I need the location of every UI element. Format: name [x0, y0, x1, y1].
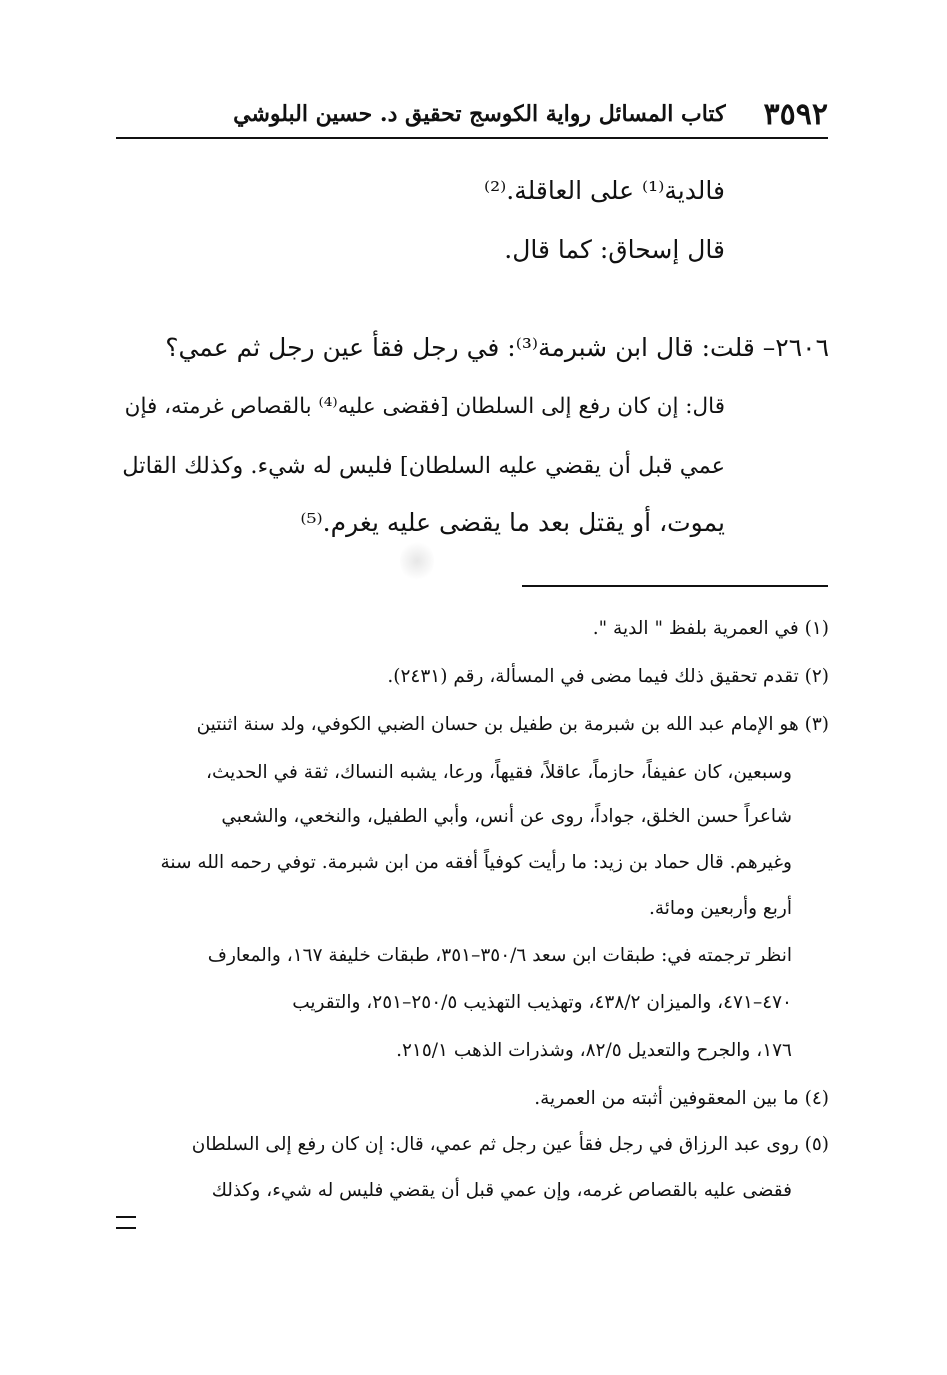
footnote-3-line: وسبعين، كان عفيفاً، حازماً، عاقلاً، فقيهاً، ورعا، يشبه النساك، ثقة في الحديث، [205, 762, 792, 783]
continuation-mark [116, 1216, 136, 1229]
main-text-line: قال إسحاق: كما قال. [504, 235, 725, 264]
footnote-2: (٢) تقدم تحقيق ذلك فيما مضى في المسألة، رقم (٢٤٣١). [387, 666, 829, 687]
running-header [116, 92, 828, 136]
footnote-4: (٤) ما بين المعقوفين أثبته من العمرية. [534, 1088, 829, 1109]
footnote-3-line: شاعراً حسن الخلق، جواداً، روى عن أنس، وأبي الطفيل، والنخعي، والشعبي [221, 806, 792, 827]
footnote-5: (٥) روى عبد الرزاق في رجل فقأ عين رجل ثم عمي، قال: إن كان رفع إلى السلطان [191, 1134, 829, 1155]
issue-heading-2606: ٢٦٠٦– قلت: قال ابن شبرمة⁽³⁾: في رجل فقأ عين رجل ثم عمي؟ [165, 333, 829, 362]
running-header-title: كتاب المسائل رواية الكوسج تحقيق د. حسين البلوشي [233, 101, 726, 127]
footnote-3: (٣) هو الإمام عبد الله بن شبرمة بن طفيل بن حسان الضبي الكوفي، ولد سنة اثنتين [196, 714, 829, 735]
header-rule [116, 137, 828, 139]
page-number: ٣٥٩٢ [763, 96, 828, 132]
main-text-line: فالدية⁽¹⁾ على العاقلة.⁽²⁾ [483, 176, 725, 205]
footnote-3-line: وغيرهم. قال حماد بن زيد: ما رأيت كوفياً أفقه من ابن شبرمة. توفي رحمه الله سنة [160, 852, 792, 873]
main-text-line: قال: إن كان رفع إلى السلطان [فقضى عليه⁽⁴⁾ بالقصاص غرمته، فإن [124, 394, 725, 419]
footnote-3-references: ٤٧٠–٤٧١، والميزان ٤٣٨/٢، وتهذيب التهذيب ٢٥٠/٥–٢٥١، والتقريب [292, 992, 792, 1013]
footnote-1: (١) في العمرية بلفظ " الدية ". [592, 618, 829, 639]
main-text-line: يموت، أو يقتل بعد ما يقضى عليه يغرم.⁽⁵⁾ [300, 508, 725, 537]
scan-smudge [400, 540, 434, 582]
footnote-3-line: أربع وأربعين ومائة. [648, 898, 792, 919]
main-text-line: عمي قبل أن يقضي عليه السلطان] فليس له شيء. وكذلك القاتل [122, 453, 725, 479]
footnote-5-line: فقضى عليه بالقصاص غرمه، وإن عمي قبل أن يقضي فليس له شيء، وكذلك [211, 1180, 792, 1201]
footnote-separator [522, 585, 828, 587]
footnote-3-references: ١٧٦، والجرح والتعديل ٨٢/٥، وشذرات الذهب ٢١٥/١. [396, 1040, 792, 1061]
footnote-3-references: انظر ترجمته في: طبقات ابن سعد ٣٥٠/٦–٣٥١، طبقات خليفة ١٦٧، والمعارف [207, 945, 792, 966]
